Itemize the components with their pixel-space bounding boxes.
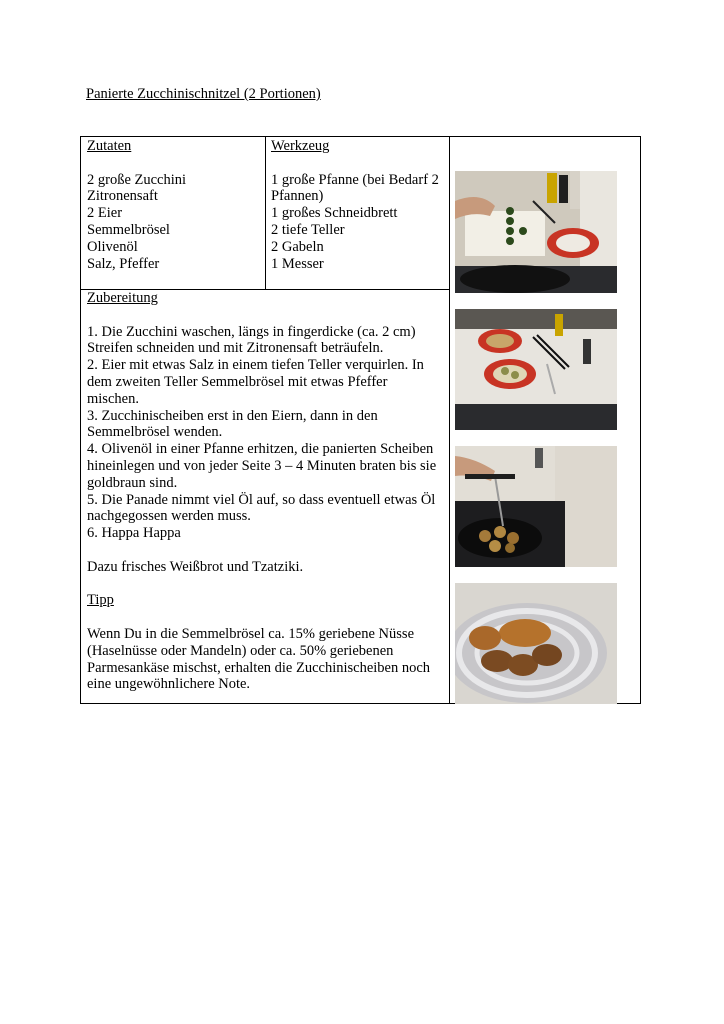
recipe-table	[80, 136, 641, 704]
tool-item: 1 großes Schneidbrett	[271, 205, 398, 222]
ingredients-cell	[87, 138, 261, 272]
tool-item: 2 tiefe Teller	[271, 221, 345, 238]
column-divider	[265, 137, 266, 290]
ingredient-item: Semmelbrösel	[87, 221, 170, 238]
preparation-cell	[87, 290, 441, 693]
preparation-step: 3. Zucchinischeiben erst in den Eiern, dann in den Semmelbrösel wenden.	[87, 407, 378, 441]
ingredient-item: 2 Eier	[87, 205, 123, 222]
ingredient-item: 2 große Zucchini	[87, 171, 187, 188]
photo-cutting-zucchini	[455, 171, 617, 293]
photo-finished-schnitzel	[455, 583, 617, 704]
ingredient-item: Zitronensaft	[87, 188, 158, 205]
preparation-step: 1. Die Zucchini waschen, längs in fingerdicke (ca. 2 cm) Streifen schneiden und mit Zitronensaft beträufeln.	[87, 323, 416, 357]
serving-note: Dazu frisches Weißbrot und Tzatziki.	[87, 558, 304, 575]
tip-heading: Tipp	[87, 592, 114, 609]
tool-item: 1 große Pfanne (bei Bedarf 2 Pfannen)	[271, 171, 439, 205]
preparation-step: 4. Olivenöl in einer Pfanne erhitzen, die panierten Scheiben hineinlegen und von jeder Seite 3 – 4 Minuten braten bis sie goldbraun sind.	[87, 441, 437, 491]
tool-item: 1 Messer	[271, 255, 324, 272]
photo-frying-pan	[455, 446, 617, 567]
tool-item: 2 Gabeln	[271, 238, 324, 255]
ingredients-heading: Zutaten	[87, 138, 132, 154]
preparation-step: 6. Happa Happa	[87, 525, 181, 542]
preparation-step: 2. Eier mit etwas Salz in einem tiefen Teller verquirlen. In dem zweiten Teller Semmelbrösel mit etwas Pfeffer mischen.	[87, 357, 424, 407]
tools-cell	[271, 138, 447, 272]
preparation-heading: Zubereitung	[87, 290, 158, 306]
ingredient-item: Olivenöl	[87, 238, 138, 255]
photo-breading-plates	[455, 309, 617, 430]
preparation-step: 5. Die Panade nimmt viel Öl auf, so dass eventuell etwas Öl nachgegossen werden muss.	[87, 491, 436, 525]
tools-heading: Werkzeug	[271, 138, 330, 154]
document-title: Panierte Zucchinischnitzel (2 Portionen)	[86, 86, 321, 102]
column-divider	[449, 137, 450, 703]
tip-text: Wenn Du in die Semmelbrösel ca. 15% geriebene Nüsse (Haselnüsse oder Mandeln) oder ca. 50% geriebenen Parmesankäse mischst, erhalten die Zucchinischeiben noch eine ungewöhnlichere Note.	[87, 625, 431, 693]
ingredient-item: Salz, Pfeffer	[87, 255, 160, 272]
